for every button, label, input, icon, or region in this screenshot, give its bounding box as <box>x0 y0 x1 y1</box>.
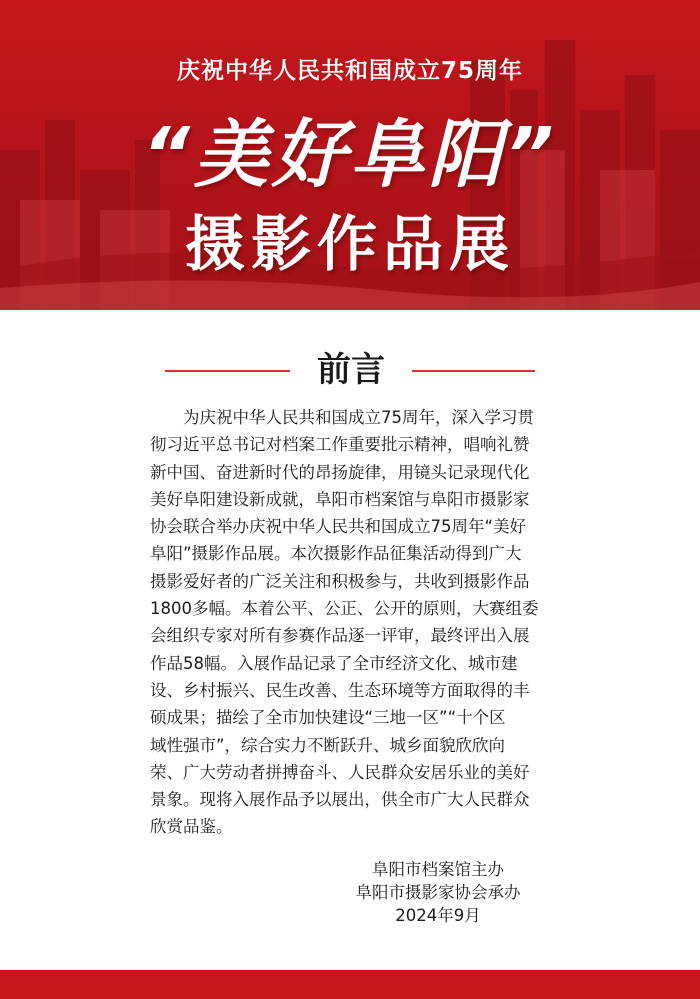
heading-divider-right <box>412 370 535 372</box>
preface-heading: 前言 <box>317 350 385 390</box>
signature-block <box>318 858 558 927</box>
preface-line: 协会联合举办庆祝中华人民共和国成立75周年“美好 <box>150 517 527 537</box>
preface-line: 摄影爱好者的广泛关注和积极参与，共收到摄影作品 <box>150 571 530 591</box>
preface-line: 会组织专家对所有参赛作品逐一评审，最终评出入展 <box>150 626 530 646</box>
preface-body <box>150 404 550 841</box>
preface-line: 荣、广大劳动者拼搏奋斗、人民群众安居乐业的美好 <box>150 762 530 782</box>
preface-line: 彻习近平总书记对档案工作重要批示精神，唱响礼赞 <box>150 435 530 455</box>
preface-line: 域性强市”，综合实力不断跃升、城乡面貌欣欣向 <box>150 735 506 755</box>
organizer-line: 阜阳市档案馆主办 <box>372 860 504 879</box>
preface-line: 硕成果；描绘了全市加快建设“三地一区”“十个区 <box>150 708 506 728</box>
footer-bar <box>0 970 700 999</box>
preface-line: 景象。现将入展作品予以展出，供全市广大人民群众 <box>150 790 530 810</box>
banner-title: “美好阜阳” <box>142 112 558 198</box>
co-organizer-line: 阜阳市摄影家协会承办 <box>355 883 521 902</box>
preface-line: 欣赏品鉴。 <box>150 817 233 837</box>
preface-line: 为庆祝中华人民共和国成立75周年，深入学习贯 <box>150 408 534 427</box>
heading-divider-left <box>165 370 290 372</box>
header-banner <box>0 0 700 310</box>
preface-line: 作品58幅。入展作品记录了全市经济文化、城市建 <box>150 653 518 673</box>
preface-header <box>0 348 700 392</box>
preface-line: 阜阳”摄影作品展。本次摄影作品征集活动得到广大 <box>150 544 522 564</box>
preface-line: 设、乡村振兴、民生改善、生态环境等方面取得的丰 <box>150 680 530 700</box>
preface-line: 1800多幅。本着公平、公正、公开的原则，大赛组委 <box>150 599 539 619</box>
preface-line: 新中国、奋进新时代的昂扬旋律，用镜头记录现代化 <box>150 462 530 482</box>
preface-line: 美好阜阳建设新成就，阜阳市档案馆与阜阳市摄影家 <box>150 489 530 509</box>
banner-subtitle: 庆祝中华人民共和国成立75周年 <box>176 58 523 84</box>
date-line: 2024年9月 <box>395 906 481 925</box>
banner-title-secondary: 摄影作品展 <box>185 210 515 280</box>
